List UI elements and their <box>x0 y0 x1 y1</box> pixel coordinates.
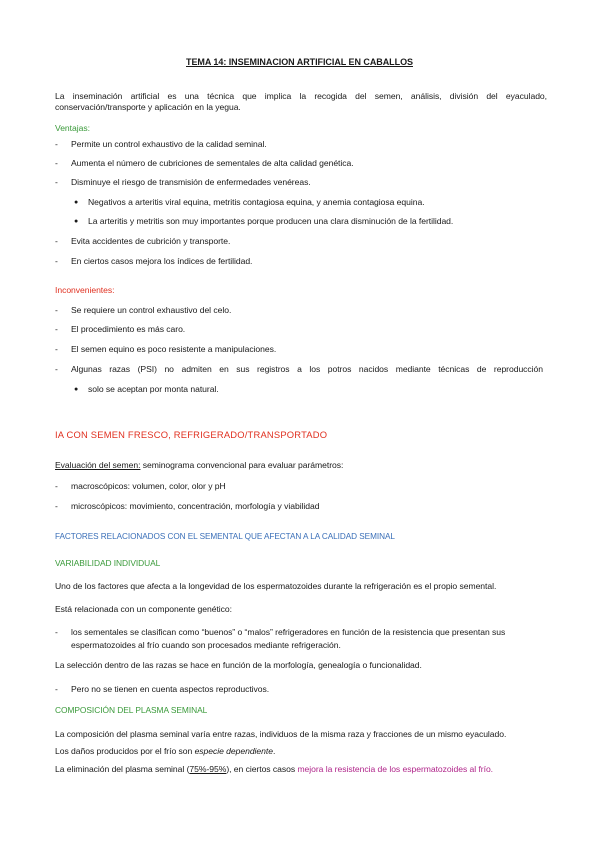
variabilidad-heading: VARIABILIDAD INDIVIDUAL <box>55 558 161 568</box>
variabilidad-paragraph-3: La selección dentro de las razas se hace en función de la morfología, genealogía o funcionalidad. <box>55 660 422 670</box>
ventajas-heading: Ventajas: <box>55 123 90 133</box>
ventajas-item-5: En ciertos casos mejora los índices de fertilidad. <box>71 256 253 266</box>
variabilidad-paragraph-1: Uno de los factores que afecta a la longevidad de los espermatozoides durante la refrigeración es el propio semental. <box>55 581 497 591</box>
composicion-p3-highlight: mejora la resistencia de los espermatozoides al frío. <box>297 764 494 774</box>
list-dash: - <box>55 364 58 374</box>
ventajas-item-4: Evita accidentes de cubrición y transporte. <box>71 236 231 246</box>
inconvenientes-heading: Inconvenientes: <box>55 285 115 295</box>
evaluacion-item-1: macroscópicos: volumen, color, olor y pH <box>71 481 226 491</box>
list-dash: - <box>55 501 58 511</box>
inconvenientes-subitem-1: solo se aceptan por monta natural. <box>88 384 219 394</box>
evaluacion-item-2: microscópicos: movimiento, concentración, morfología y viabilidad <box>71 501 320 511</box>
inconvenientes-item-3: El semen equino es poco resistente a manipulaciones. <box>71 344 277 354</box>
composicion-paragraph-1: La composición del plasma seminal varía entre razas, individuos de la misma raza y fracciones de un mismo eyaculado. <box>55 729 507 739</box>
variabilidad-item-2: Pero no se tienen en cuenta aspectos reproductivos. <box>71 684 270 694</box>
list-dash: - <box>55 627 58 637</box>
ventajas-item-2: Aumenta el número de cubriciones de sementales de alta calidad genética. <box>71 158 354 168</box>
composicion-paragraph-2 <box>55 746 275 757</box>
list-dash: - <box>55 177 58 187</box>
ventajas-item-3: Disminuye el riesgo de transmisión de enfermedades venéreas. <box>71 177 311 187</box>
intro-paragraph: La inseminación artificial es una técnica que implica la recogida del semen, análisis, división del eyaculado, conservación/transporte y aplicación en la yegua. <box>55 91 547 112</box>
section-ia-heading: IA CON SEMEN FRESCO, REFRIGERADO/TRANSPORTADO <box>55 429 328 440</box>
ventajas-item-1: Permite un control exhaustivo de la calidad seminal. <box>71 139 267 149</box>
ventajas-subitem-2: La arteritis y metritis son muy importantes porque producen una clara disminución de la fertilidad. <box>88 216 454 226</box>
composicion-paragraph-3 <box>55 764 493 775</box>
inconvenientes-item-4: Algunas razas (PSI) no admiten en sus registros a los potros nacidos mediante técnicas de reproducción <box>71 364 543 374</box>
composicion-p2-italic: especie dependiente <box>194 746 273 756</box>
composicion-p3-mid: ), en ciertos casos <box>226 764 298 774</box>
evaluacion-label: Evaluación del semen: <box>55 460 141 470</box>
bullet-icon: ● <box>74 218 79 225</box>
factores-heading: FACTORES RELACIONADOS CON EL SEMENTAL QUE AFECTAN A LA CALIDAD SEMINAL <box>55 532 395 541</box>
list-dash: - <box>55 305 58 315</box>
variabilidad-item-line-1: los sementales se clasifican como “buenos” o “malos” refrigeradores en función de la resistencia que presentan sus <box>71 627 506 637</box>
composicion-p2-end: . <box>272 746 276 756</box>
composicion-p3-start: La eliminación del plasma seminal ( <box>55 764 190 774</box>
list-dash: - <box>55 684 58 694</box>
list-dash: - <box>55 481 58 491</box>
list-dash: - <box>55 324 58 334</box>
composicion-p3-percentage: 75%-95% <box>189 764 227 774</box>
variabilidad-item-line-2: espermatozoides al frío cuando son procesados mediante refrigeración. <box>71 640 341 650</box>
list-dash: - <box>55 344 58 354</box>
composicion-p2-start: Los daños producidos por el frío son <box>55 746 195 756</box>
composicion-heading: COMPOSICIÓN DEL PLASMA SEMINAL <box>55 705 208 715</box>
variabilidad-paragraph-2: Está relacionada con un componente genético: <box>55 604 232 614</box>
bullet-icon: ● <box>74 199 79 206</box>
inconvenientes-item-2: El procedimiento es más caro. <box>71 324 186 334</box>
evaluacion-text: seminograma convencional para evaluar parámetros: <box>140 460 344 470</box>
list-dash: - <box>55 236 58 246</box>
ventajas-subitem-1: Negativos a arteritis viral equina, metritis contagiosa equina, y anemia contagiosa equina. <box>88 197 425 207</box>
list-dash: - <box>55 139 58 149</box>
bullet-icon: ● <box>74 386 79 393</box>
inconvenientes-item-1: Se requiere un control exhaustivo del celo. <box>71 305 232 315</box>
document-title: TEMA 14: INSEMINACION ARTIFICIAL EN CABALLOS <box>186 57 413 67</box>
list-dash: - <box>55 158 58 168</box>
evaluacion-line <box>55 460 343 471</box>
list-dash: - <box>55 256 58 266</box>
